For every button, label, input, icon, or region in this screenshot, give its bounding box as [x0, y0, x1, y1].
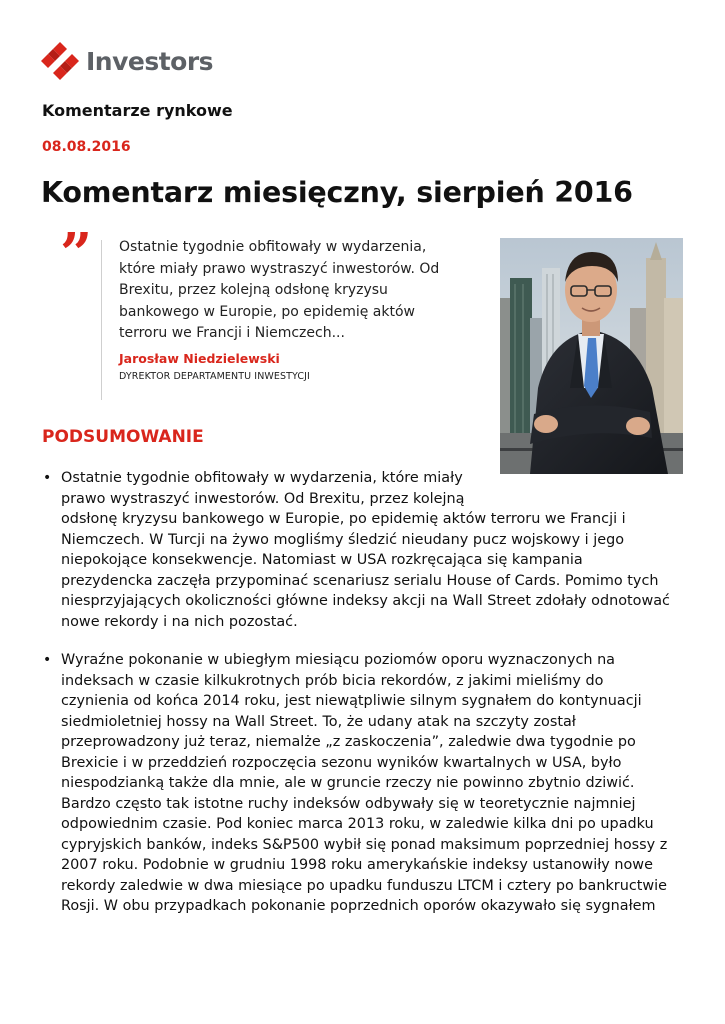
quote-line: terroru we Francji i Niemczech... [119, 325, 345, 341]
publication-date: 08.08.2016 [42, 139, 131, 155]
bullet-line: Niemczech. W Turcji na żywo mogliśmy śledzić nieudany pucz wojskowy i jego [61, 531, 625, 548]
bullet-line: indeksach w czasie kilkukrotnych prób bicia rekordów, z jakimi mieliśmy do [61, 672, 604, 689]
bullet-line: Rosji. W obu przypadkach pokonanie poprzednich oporów okazywało się sygnałem [61, 898, 656, 914]
bullet-line: przeprowadzony już teraz, niemalże „z zaskoczenia”, zaledwie dwa tygodnie po [61, 734, 636, 750]
bullet-line: prawo wystraszyć inwestorów. Od Brexitu, przez kolejną [61, 490, 465, 507]
bullet-line: prezydencka zaczęła przypominać scenariusz serialu House of Cards. Pomimo tych [61, 572, 659, 589]
bullet-line: rekordy zaledwie w dwa miesiące po upadku funduszu LTCM i cztery po bankructwie [61, 877, 667, 894]
bullet-line: nowe rekordy i na nich pozostać. [61, 613, 298, 630]
quote-divider [101, 240, 102, 400]
page-title: Komentarz miesięczny, sierpień 2016 [41, 176, 633, 209]
bullet-icon: • [43, 652, 52, 668]
bullet-line: Wyraźne pokonanie w ubiegłym miesiącu poziomów oporu wyznaczonych na [61, 652, 616, 668]
bullet-line: niespodzianką także dla mnie, ale w gruncie rzeczy nie powinno zbytnio dziwić. [61, 775, 635, 791]
bullet-line: niepokojące konsekwencje. Natomiast w USA rozkręcająca się kampania [61, 552, 583, 568]
bullet-line: siedmioletniej hossy na Wall Street. To, że udany atak na szczyty został [61, 713, 576, 730]
quote-mark-icon: ” [60, 221, 93, 287]
summary-bullet [43, 650, 668, 917]
section-label[interactable]: Komentarze rynkowe [42, 101, 233, 120]
bullet-line: cypryjskich banków, indeks S&P500 wybił się ponad maksimum poprzedniej hossy z [61, 836, 668, 853]
bullet-line: odpowiednim czasie. Pod koniec marca 2013 roku, w zaledwie kilka dni po upadku [61, 816, 654, 832]
bullet-line: Bardzo często tak istotne ruchy indeksów odbywały się w teoretycznie najmniej [61, 795, 636, 812]
bullet-line: odsłonę kryzysu bankowego w Europie, po epidemię aktów terroru we Francji i [61, 511, 626, 527]
logo-wordmark: Investors [86, 46, 214, 76]
investors-logo[interactable] [40, 40, 213, 82]
quote-line: Ostatnie tygodnie obfitowały w wydarzenia, [119, 239, 427, 255]
author-portrait [500, 238, 683, 474]
quote-line: bankowego w Europie, po epidemię aktów [119, 303, 415, 320]
bullet-line: Ostatnie tygodnie obfitowały w wydarzenia, które miały [61, 470, 463, 486]
quote-author: Jarosław Niedzielewski [119, 351, 280, 366]
pull-quote [119, 237, 474, 345]
summary-bullet [43, 468, 670, 632]
quote-author-role: DYREKTOR DEPARTAMENTU INWESTYCJI [119, 371, 310, 382]
investors-logo-icon [40, 41, 80, 81]
bullet-line: czynienia od końca 2014 roku, jest niewątpliwie silnym sygnałem do kontynuacji [61, 693, 642, 709]
bullet-icon: • [43, 470, 52, 486]
bullet-line: 2007 roku. Podobnie w grudniu 1998 roku amerykańskie indeksy ustanowiły nowe [61, 857, 653, 873]
bullet-line: niesprzyjających okoliczności główne indeksy akcji na Wall Street zdołały odnotować [61, 593, 670, 609]
quote-line: które miały prawo wystraszyć inwestorów. Od [119, 260, 440, 277]
quote-line: Brexitu, przez kolejną odsłonę kryzysu [119, 282, 388, 298]
summary-heading: PODSUMOWANIE [42, 427, 204, 447]
bullet-line: Brexicie i w przeddzień rozpoczęcia sezonu wyników kwartalnych w USA, było [61, 754, 622, 771]
